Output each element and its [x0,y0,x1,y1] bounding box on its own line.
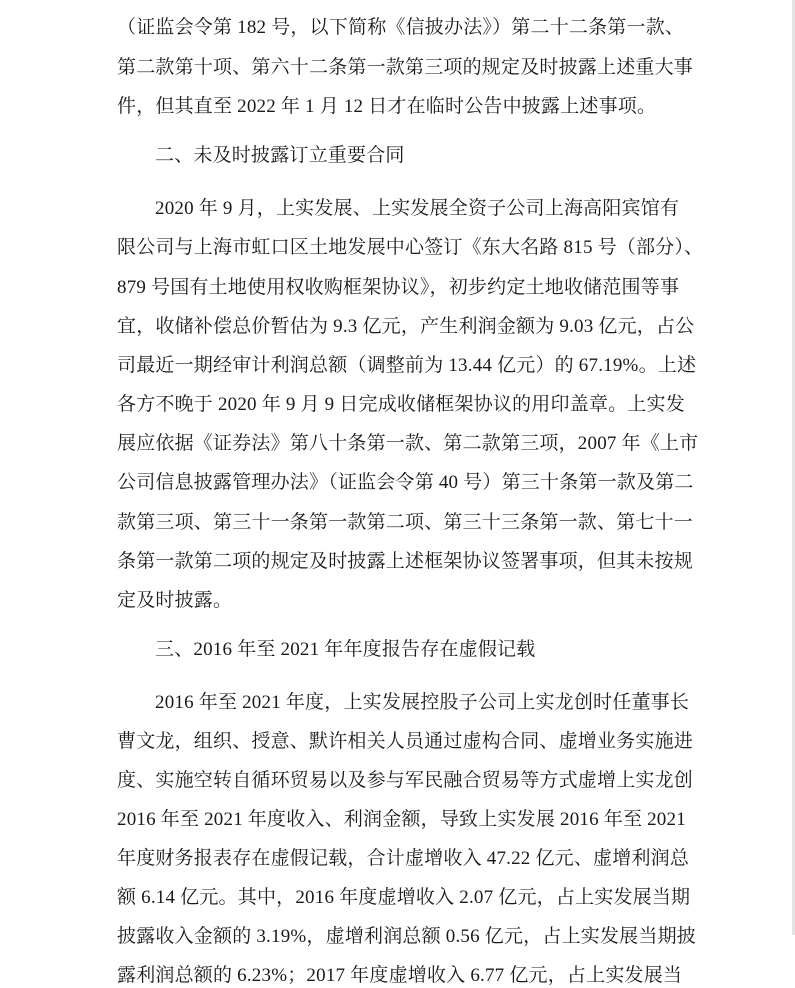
text-line: 展应依据《证券法》第八十条第一款、第二款第三项，2007 年《上市 [117,433,699,454]
text-line: 宜，收储补偿总价暂估为 9.3 亿元，产生利润金额为 9.03 亿元，占公 [117,316,695,337]
text-line: 2016 年至 2021 年度收入、利润金额，导致上实发展 2016 年至 2021 [117,809,686,830]
text-line: 司最近一期经审计利润总额（调整前为 13.44 亿元）的 67.19%。上述 [117,355,697,376]
text-line: 条第一款第二项的规定及时披露上述框架协议签署事项，但其未按规 [117,551,694,572]
text-line: 定及时披露。 [117,590,233,611]
text-line: 限公司与上海市虹口区土地发展中心签订《东大名路 815 号（部分）、 [117,237,704,258]
text-line: 各方不晚于 2020 年 9 月 9 日完成收储框架协议的用印盖章。上实发 [117,394,685,415]
text-line: 款第三项、第三十一条第一款第二项、第三十三条第一款、第七十一 [117,512,694,533]
text-line: 曹文龙，组织、授意、默许相关人员通过虚构合同、虚增业务实施进 [117,731,694,752]
text-line: 度、实施空转自循环贸易以及参与军民融合贸易等方式虚增上实龙创 [117,770,694,791]
text-line: 额 6.14 亿元。其中，2016 年度虚增收入 2.07 亿元，占上实发展当期 [117,887,691,908]
text-line: 披露收入金额的 3.19%，虚增利润总额 0.56 亿元，占上实发展当期披 [117,926,696,947]
text-line: 第二款第十项、第六十二条第一款第三项的规定及时披露上述重大事 [117,57,694,78]
section-heading: 三、2016 年至 2021 年年度报告存在虚假记载 [155,639,536,660]
text-line: 公司信息披露管理办法》（证监会令第 40 号）第三十条第一款及第二 [117,472,694,493]
text-line: 露利润总额的 6.23%；2017 年度虚增收入 6.77 亿元，占上实发展当 [117,965,683,986]
section-heading: 二、未及时披露订立重要合同 [155,145,405,166]
text-line: 2016 年至 2021 年度，上实发展控股子公司上实龙创时任董事长 [155,692,690,713]
text-line: （证监会令第 182 号，以下简称《信披办法》）第二十二条第一款、 [117,17,685,38]
text-line: 2020 年 9 月，上实发展、上实发展全资子公司上海高阳宾馆有 [155,198,680,219]
text-line: 件，但其直至 2022 年 1 月 12 日才在临时公告中披露上述事项。 [117,96,657,117]
text-line: 879 号国有土地使用权收购框架协议》，初步约定土地收储范围等事 [117,277,680,298]
text-line: 年度财务报表存在虚假记载，合计虚增收入 47.22 亿元、虚增利润总 [117,848,690,869]
